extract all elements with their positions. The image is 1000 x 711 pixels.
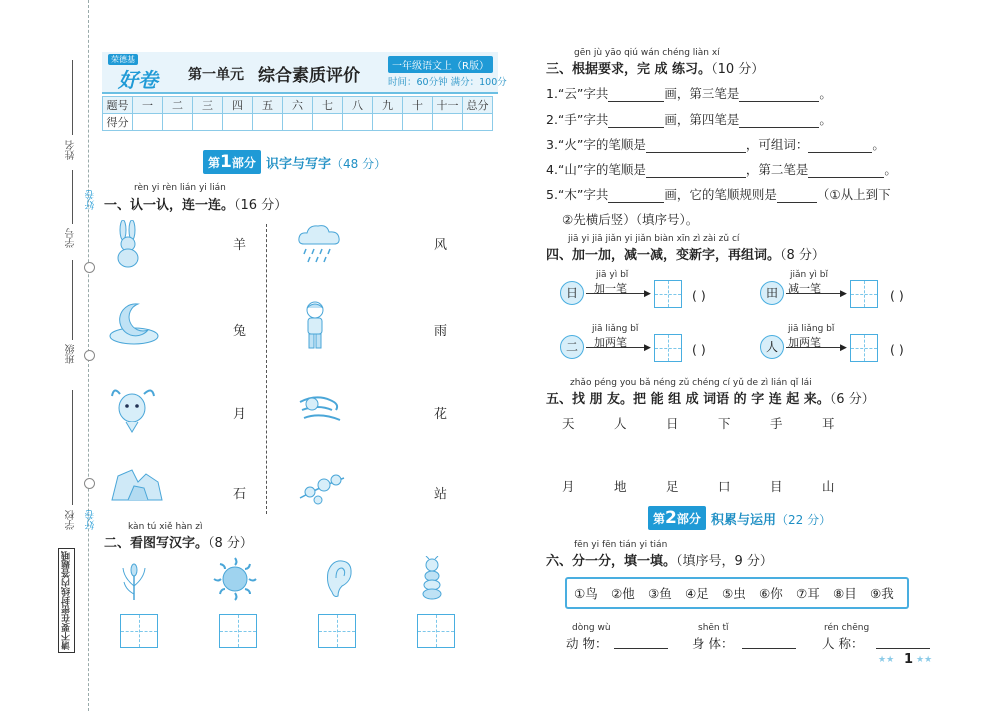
part1-title-text: 识字与写字 (266, 157, 332, 172)
q6-cat-label: 人 称： (822, 636, 864, 651)
part2-title-text: 积累与运用 (711, 513, 777, 528)
q5-top-char[interactable]: 人 (614, 416, 627, 431)
arrow-icon (786, 293, 844, 294)
ear-icon (324, 558, 354, 600)
score-cell: 九 (373, 97, 403, 114)
q2-pinyin: kàn tú xiě hàn zì (128, 522, 203, 532)
q4-paren[interactable]: ( ) (692, 342, 706, 357)
q3-text: 。 (819, 86, 832, 101)
q3-text: 2.“手”字共 (546, 112, 609, 127)
score-cell: 八 (343, 97, 373, 114)
standing-boy-icon[interactable] (300, 300, 330, 352)
q6-title (546, 550, 773, 569)
q4-op: 加两笔 (594, 336, 627, 349)
q2-title-text: 二、看图写汉字。 (104, 536, 209, 551)
q6-pinyin: fēn yi fēn tián yi tián (574, 540, 668, 550)
q6-cat-pinyin: rén chēng (824, 623, 870, 633)
q6-word: ⑨我 (870, 586, 894, 601)
seal-logo: 好卷 (86, 190, 97, 210)
q6-word: ⑤虫 (722, 586, 746, 601)
q5-bottom-char[interactable]: 山 (822, 479, 835, 494)
score-input-cell[interactable] (163, 114, 193, 131)
seal-hole (84, 478, 95, 489)
goat-icon[interactable] (110, 384, 158, 434)
arrow-icon (786, 347, 844, 348)
q3-text: 画，它的笔顺规则是 (664, 187, 777, 202)
q3-blank[interactable] (808, 140, 872, 153)
q6-answer-body[interactable] (742, 636, 796, 649)
q6-cat-pinyin: dòng wù (572, 623, 611, 633)
score-cell: 总分 (463, 97, 493, 114)
q5-pinyin: zhǎo péng you bǎ néng zǔ chéng cí yǔ de zì lián qǐ lái (570, 378, 812, 388)
time-score: 时间：60分钟 满分：100分 (388, 77, 507, 88)
q5-title-text: 五、找 朋 友。把 能 组 成 词语 的 字 连 起 来。 (546, 392, 830, 407)
q4-char: 人 (760, 335, 784, 359)
q5-top-char[interactable]: 日 (666, 416, 679, 431)
q1-title (104, 194, 287, 213)
q2-write-box[interactable] (120, 614, 158, 648)
seal-hole (84, 350, 95, 361)
q6-cat-pinyin: shēn tǐ (698, 623, 729, 633)
page-number-stars-icon: ★★ (878, 655, 895, 665)
score-input-cell[interactable] (433, 114, 463, 131)
q3-text: ，第二笔是 (745, 162, 809, 177)
q4-answer-box[interactable] (654, 280, 682, 308)
q1-title-text: 一、认一认，连一连。 (104, 198, 235, 213)
brand-tag: 荣德基 (108, 54, 138, 65)
score-input-cell[interactable] (343, 114, 373, 131)
q4-paren[interactable]: ( ) (890, 288, 904, 303)
q5-bottom-char[interactable]: 足 (666, 479, 679, 494)
q6-cat-label: 动 物： (566, 636, 608, 651)
arrow-icon (586, 293, 648, 294)
q5-top-char[interactable]: 下 (718, 416, 731, 431)
score-cell: 三 (193, 97, 223, 114)
q2-write-box[interactable] (219, 614, 257, 648)
q3-line-5 (546, 185, 891, 203)
score-input-cell[interactable] (133, 114, 163, 131)
school-label: 学校 (66, 510, 77, 530)
q3-text: 3.“火”字的笔顺是 (546, 137, 646, 152)
rabbit-icon[interactable] (110, 220, 146, 268)
q3-line-2 (546, 110, 832, 128)
q3-blank[interactable] (739, 115, 819, 128)
q1-right-char[interactable]: 风 (434, 238, 448, 253)
brand-logo: 好卷 (118, 68, 158, 92)
q4-op-pinyin: jiā yì bǐ (596, 270, 629, 280)
q2-write-box[interactable] (318, 614, 356, 648)
q6-word: ⑦耳 (796, 586, 820, 601)
sun-icon (212, 556, 258, 602)
badge-number: 2 (665, 508, 677, 528)
student-id-field[interactable] (72, 170, 73, 224)
part2-badge (648, 506, 706, 530)
q5-bottom-char[interactable]: 目 (770, 479, 783, 494)
q5-top-char[interactable]: 手 (770, 416, 783, 431)
q2-title (104, 532, 253, 551)
q4-op-pinyin: jiā liǎng bǐ (592, 324, 639, 334)
q6-answer-animals[interactable] (614, 636, 668, 649)
unit-label: 第一单元 (188, 67, 244, 83)
q3-blank[interactable] (777, 190, 817, 203)
q3-blank[interactable] (608, 115, 664, 128)
q4-char: 日 (560, 281, 584, 305)
q4-answer-box[interactable] (850, 280, 878, 308)
badge-text: 部分 (676, 512, 701, 526)
q5-bottom-char[interactable]: 月 (562, 479, 575, 494)
score-input-cell[interactable] (193, 114, 223, 131)
q1-pinyin: rèn yi rèn lián yi lián (134, 183, 226, 193)
q3-line-4 (546, 160, 897, 178)
rice-icon (120, 560, 148, 602)
part2-points: （22 分） (776, 513, 832, 527)
q5-bottom-char[interactable]: 地 (614, 479, 627, 494)
q6-word: ③鱼 (648, 586, 672, 601)
q1-points: （16 分） (234, 198, 288, 213)
q3-blank[interactable] (608, 190, 664, 203)
q6-word: ④足 (685, 586, 709, 601)
q4-op: 加两笔 (788, 336, 821, 349)
score-table-header-row (103, 97, 493, 114)
score-input-cell[interactable] (313, 114, 343, 131)
q3-blank[interactable] (739, 89, 819, 102)
score-cell: 六 (283, 97, 313, 114)
score-cell: 十 (403, 97, 433, 114)
part1-title (266, 153, 386, 172)
q3-line-5-cont: ②先横后竖）（填序号）。 (562, 212, 699, 227)
q5-top-char[interactable]: 耳 (822, 416, 835, 431)
q2-points: （8 分） (208, 536, 253, 551)
q5-points: （6 分） (829, 392, 875, 407)
q3-points: （10 分） (711, 62, 765, 77)
q3-blank[interactable] (646, 165, 746, 178)
q1-right-char[interactable]: 花 (434, 407, 448, 422)
q5-bottom-char[interactable]: 口 (718, 479, 731, 494)
q3-text: ，可组词： (745, 137, 809, 152)
q4-title (546, 244, 825, 263)
score-cell: 十一 (433, 97, 463, 114)
q4-answer-box[interactable] (850, 334, 878, 362)
q4-char: 二 (560, 335, 584, 359)
q1-divider (266, 224, 267, 514)
class-field[interactable] (72, 260, 73, 340)
q6-cat-label: 身 体： (692, 636, 734, 651)
class-label: 班级 (66, 344, 77, 364)
seal-note: 请不要在密封线内答题哦 (58, 548, 75, 653)
q5-top-char[interactable]: 天 (562, 416, 575, 431)
q4-op: 加一笔 (594, 282, 627, 295)
q3-text: （①从上到下 (816, 187, 891, 202)
q4-answer-box[interactable] (654, 334, 682, 362)
stone-icon[interactable] (108, 462, 164, 502)
q4-op-pinyin: jiā liǎng bǐ (788, 324, 835, 334)
moon-icon[interactable] (108, 300, 160, 346)
score-cell: 二 (163, 97, 193, 114)
q1-left-char[interactable]: 月 (233, 407, 247, 422)
q4-title-text: 四、加一加，减一减，变新字，再组词。 (546, 248, 781, 263)
q3-text: 4.“山”字的笔顺是 (546, 162, 646, 177)
score-cell: 题号 (103, 97, 133, 114)
arrow-icon: ▶ (644, 343, 651, 353)
q4-paren[interactable]: ( ) (692, 288, 706, 303)
q3-title-text: 三、根据要求，完 成 练习。 (546, 62, 712, 77)
q3-text: 。 (884, 162, 897, 177)
q1-left-char[interactable]: 石 (233, 487, 247, 502)
score-input-cell[interactable] (403, 114, 433, 131)
q5-title (546, 388, 875, 407)
q3-text: 。 (872, 137, 885, 152)
wind-icon[interactable] (296, 388, 348, 428)
grade-label: 一年级语文上（R版） (388, 56, 493, 73)
score-input-cell[interactable] (463, 114, 493, 131)
q1-left-char[interactable]: 兔 (233, 324, 247, 339)
q6-points: （填序号，9 分） (676, 554, 773, 569)
exam-title: 综合素质评价 (258, 66, 360, 86)
name-field[interactable] (72, 60, 73, 135)
q3-text: 1.“云”字共 (546, 86, 609, 101)
score-row-label: 得分 (103, 114, 133, 131)
q6-answer-pronouns[interactable] (876, 636, 930, 649)
name-label: 姓名 (66, 140, 77, 160)
score-cell: 五 (253, 97, 283, 114)
q3-blank[interactable] (808, 165, 884, 178)
score-input-cell[interactable] (253, 114, 283, 131)
q4-pinyin: jiā yi jiā jiǎn yi jiǎn biàn xīn zì zài zǔ cí (568, 234, 740, 244)
q6-word: ⑥你 (759, 586, 783, 601)
score-cell: 四 (223, 97, 253, 114)
page-number-stars-icon: ★★ (916, 655, 933, 665)
q4-op-pinyin: jiǎn yì bǐ (790, 270, 828, 280)
page-number: 1 (904, 652, 914, 667)
q6-word: ⑧目 (833, 586, 857, 601)
bug-icon (418, 556, 446, 602)
q3-text: 画，第四笔是 (664, 112, 740, 127)
q4-op: 减一笔 (788, 282, 821, 295)
q3-text: 画，第三笔是 (664, 86, 740, 101)
badge-text: 第 (653, 512, 666, 526)
q3-line-3 (546, 135, 885, 153)
q4-paren[interactable]: ( ) (890, 342, 904, 357)
q2-write-box[interactable] (417, 614, 455, 648)
arrow-icon (586, 347, 648, 348)
badge-number: 1 (220, 152, 232, 172)
badge-text: 第 (208, 156, 221, 170)
q3-blank[interactable] (646, 140, 746, 153)
q4-points: （8 分） (780, 248, 825, 263)
score-input-cell[interactable] (223, 114, 253, 131)
q3-text: 5.“木”字共 (546, 187, 609, 202)
q1-right-char[interactable]: 雨 (434, 324, 448, 339)
q3-blank[interactable] (608, 89, 664, 102)
rain-cloud-icon[interactable] (296, 222, 344, 266)
score-input-cell[interactable] (283, 114, 313, 131)
arrow-icon: ▶ (644, 289, 651, 299)
part1-badge (203, 150, 261, 174)
arrow-icon: ▶ (840, 289, 847, 299)
q1-right-char[interactable]: 站 (434, 487, 448, 502)
student-id-label: 学号 (66, 228, 77, 248)
score-table-score-row (103, 114, 493, 131)
q1-left-char[interactable]: 羊 (233, 238, 247, 253)
part2-title (711, 509, 831, 528)
q6-word: ①鸟 (574, 586, 598, 601)
score-table (102, 96, 493, 131)
score-cell: 七 (313, 97, 343, 114)
arrow-icon: ▶ (840, 343, 847, 353)
q4-char: 田 (760, 281, 784, 305)
q6-word: ②他 (611, 586, 635, 601)
seal-hole (84, 262, 95, 273)
flower-icon[interactable] (296, 468, 348, 508)
q3-line-1 (546, 84, 832, 102)
score-input-cell[interactable] (373, 114, 403, 131)
q6-title-text: 六、分一分，填一填。 (546, 554, 677, 569)
q3-pinyin: gēn jù yāo qiú wán chéng liàn xí (574, 48, 720, 58)
q3-title (546, 58, 764, 77)
badge-text: 部分 (231, 156, 256, 170)
part1-points: （48 分） (331, 157, 387, 171)
q3-text: 。 (819, 112, 832, 127)
seal-logo: 好卷 (86, 510, 97, 530)
score-cell: 一 (133, 97, 163, 114)
school-field[interactable] (72, 390, 73, 505)
